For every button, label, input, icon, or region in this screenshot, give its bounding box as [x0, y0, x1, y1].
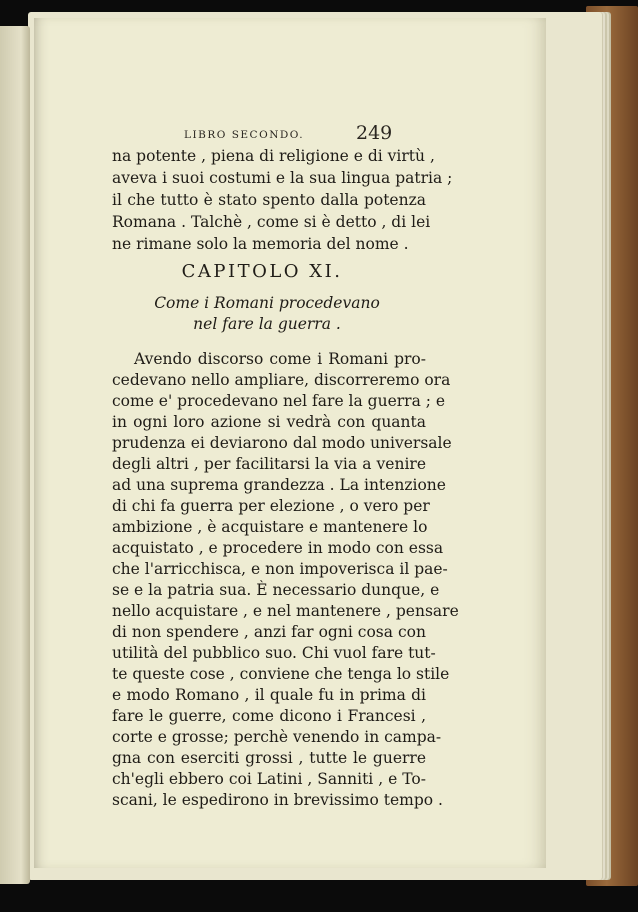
body-line: te queste cose , conviene che tenga lo stile — [112, 665, 450, 683]
running-head: LIBRO SECONDO. — [184, 129, 305, 141]
body-line: degli altri , per facilitarsi la via a venire — [112, 455, 426, 473]
body-line: nello acquistare , e nel mantenere , pensare — [112, 602, 459, 620]
body-line: di chi fa guerra per elezione , o vero per — [112, 497, 430, 515]
body-line: di non spendere , anzi far ogni cosa con — [112, 623, 426, 641]
opening-line: na potente , piena di religione e di virtù , — [112, 147, 435, 165]
book-page — [34, 18, 546, 868]
body-line: scani, le espedirono in brevissimo tempo . — [112, 791, 443, 809]
body-line: e modo Romano , il quale fu in prima di — [112, 686, 426, 704]
chapter-subtitle-line: nel fare la guerra . — [193, 315, 341, 333]
chapter-title: CAPITOLO XI. — [181, 261, 343, 282]
page-number: 249 — [356, 122, 393, 144]
chapter-subtitle-line: Come i Romani procedevano — [154, 294, 380, 312]
body-line: corte e grosse; perchè venendo in campa- — [112, 728, 442, 746]
body-line: se e la patria sua. È necessario dunque, e — [112, 581, 440, 599]
body-line: acquistato , e procedere in modo con essa — [112, 539, 444, 557]
opening-line: aveva i suoi costumi e la sua lingua patria ; — [112, 169, 453, 187]
opening-line: il che tutto è stato spento dalla potenza — [112, 191, 426, 209]
body-line: Avendo discorso come i Romani pro- — [134, 350, 426, 368]
body-line: ad una suprema grandezza . La intenzione — [112, 476, 446, 494]
opening-line: ne rimane solo la memoria del nome . — [112, 235, 409, 253]
body-line: utilità del pubblico suo. Chi vuol fare tut- — [112, 644, 436, 662]
facing-page-edge — [0, 26, 30, 884]
body-line: ch'egli ebbero coi Latini , Sanniti , e To- — [112, 770, 426, 788]
body-line: in ogni loro azione si vedrà con quanta — [112, 413, 426, 431]
body-line: che l'arricchisca, e non impoverisca il pae- — [112, 560, 448, 578]
opening-line: Romana . Talchè , come si è detto , di lei — [112, 213, 431, 231]
body-line: gna con eserciti grossi , tutte le guerre — [112, 749, 426, 767]
body-line: ambizione , è acquistare e mantenere lo — [112, 518, 428, 536]
body-line: come e' procedevano nel fare la guerra ; e — [112, 392, 446, 410]
body-line: prudenza ei deviarono dal modo universale — [112, 434, 452, 452]
body-line: cedevano nello ampliare, discorreremo ora — [112, 371, 451, 389]
body-line: fare le guerre, come dicono i Francesi , — [112, 707, 426, 725]
